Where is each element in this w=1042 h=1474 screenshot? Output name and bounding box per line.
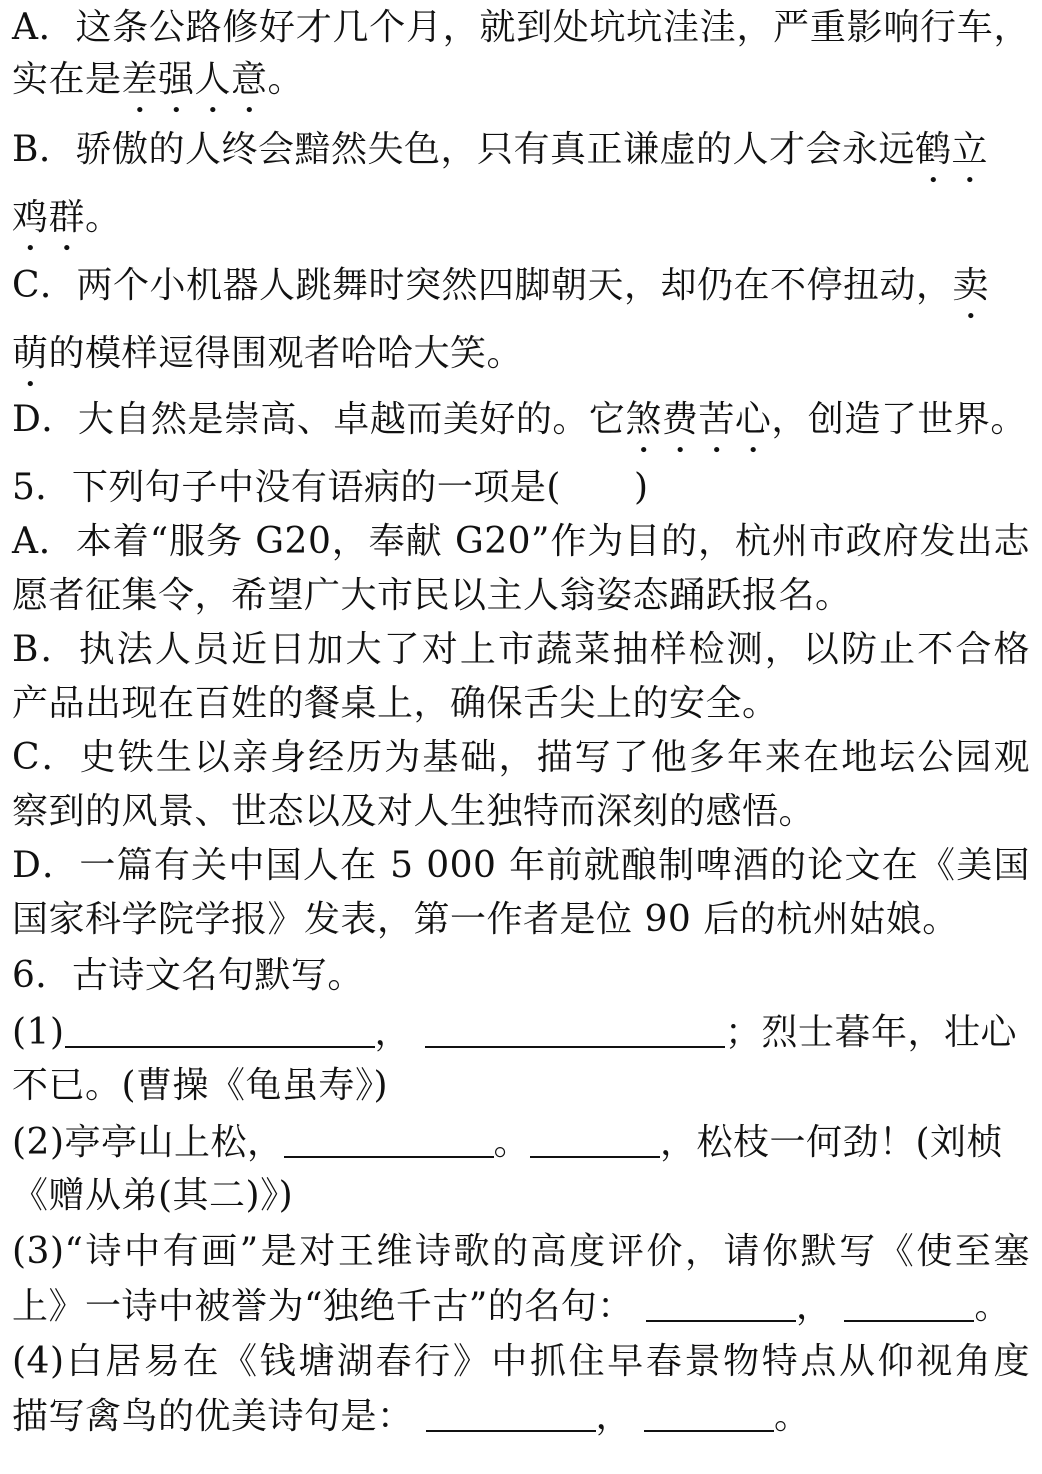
q5-stem: 5．下列句子中没有语病的一项是( ): [12, 467, 649, 508]
answer-blank[interactable]: [530, 1120, 660, 1158]
text: 。: [974, 1286, 1011, 1327]
text: 。: [267, 59, 305, 100]
q5-option-b-line1: B．执法人员近日加大了对上市蔬菜抽样检测，以防止不合格: [12, 629, 1030, 670]
emphasized-phrase: 卖: [952, 265, 990, 306]
emphasized-phrase: 鹤立: [914, 129, 988, 170]
answer-blank[interactable]: [284, 1120, 494, 1158]
q6-stem: 6．古诗文名句默写。: [12, 955, 364, 996]
answer-blank[interactable]: [844, 1284, 974, 1322]
q6-part4-line1: (4)白居易在《钱塘湖春行》中抓住早春景物特点从仰视角度: [12, 1341, 1030, 1382]
q6-part3-line2: [12, 1284, 1030, 1328]
part-number: (1): [12, 1012, 65, 1053]
text: ，创造了世界。: [771, 399, 1027, 440]
text: 。: [774, 1396, 811, 1437]
text: 的模样逗得围观者哈哈大笑。: [48, 333, 524, 374]
q6-part2-line2: 《赠从弟(其二)》): [12, 1175, 294, 1216]
q6-part4-line2: [12, 1394, 1030, 1438]
q5-option-c-line1: C．史铁生以亲身经历为基础，描写了他多年来在地坛公园观: [12, 737, 1030, 778]
text: 。: [85, 197, 122, 238]
answer-blank[interactable]: [425, 1010, 725, 1048]
text: ；烈士暮年，壮心: [725, 1012, 1018, 1053]
text: 。: [493, 1122, 531, 1163]
q6-part2-line1: [12, 1120, 1030, 1164]
text: C．两个小机器人跳舞时突然四脚朝天，却仍在不停扭动，: [12, 265, 953, 306]
q5-option-d-line1: D．一篇有关中国人在 5 000 年前就酿制啤酒的论文在《美国: [12, 845, 1030, 886]
text: ，: [795, 1286, 833, 1327]
text: ，: [374, 1012, 412, 1053]
text: B．骄傲的人终会黯然失色，只有真正谦虚的人才会永远: [12, 129, 915, 170]
answer-blank[interactable]: [644, 1394, 774, 1432]
text: ，: [595, 1396, 633, 1437]
text: (2)亭亭山上松，: [12, 1122, 284, 1163]
q6-part3-line1: (3)“诗中有画”是对王维诗歌的高度评价，请你默写《使至塞: [12, 1231, 1030, 1272]
q5-option-a-line2: 愿者征集令，希望广大市民以主人翁姿态踊跃报名。: [12, 575, 852, 616]
q4-option-b-line1: [12, 128, 1030, 172]
q4-option-c-line2: [12, 332, 1030, 376]
emphasized-phrase: 差强人意: [121, 59, 268, 100]
q4-option-a-line2: [12, 58, 1030, 102]
emphasized-phrase: 萌: [12, 333, 49, 374]
q4-option-b-line2: [12, 196, 1030, 240]
q6-part1-line1: [12, 1010, 1030, 1054]
text: 上》一诗中被誉为“独绝千古”的名句：: [12, 1286, 634, 1327]
text: D．大自然是崇高、卓越而美好的。它: [12, 399, 626, 440]
answer-blank[interactable]: [426, 1394, 596, 1432]
text: 实在是: [12, 59, 122, 100]
q4-option-d-line1: [12, 398, 1030, 442]
answer-blank[interactable]: [65, 1010, 375, 1048]
q5-option-b-line2: 产品出现在百姓的餐桌上，确保舌尖上的安全。: [12, 683, 779, 724]
q4-option-c-line1: [12, 264, 1030, 308]
q6-part1-line2: 不已。(曹操《龟虽寿》): [12, 1065, 389, 1106]
emphasized-phrase: 煞费苦心: [625, 399, 772, 440]
emphasized-phrase: 鸡群: [12, 197, 86, 238]
q5-option-c-line2: 察到的风景、世态以及对人生独特而深刻的感悟。: [12, 791, 816, 832]
q4-option-a-line1: A．这条公路修好才几个月，就到处坑坑洼洼，严重影响行车，: [12, 7, 1030, 48]
answer-blank[interactable]: [646, 1284, 796, 1322]
text: 描写禽鸟的优美诗句是：: [12, 1396, 414, 1437]
q5-option-a-line1: A．本着“服务 G20，奉献 G20”作为目的，杭州市政府发出志: [12, 521, 1030, 562]
q5-option-d-line2: 国家科学院学报》发表，第一作者是位 90 后的杭州姑娘。: [12, 899, 959, 940]
text: ，松枝一何劲！(刘桢: [660, 1122, 1004, 1163]
